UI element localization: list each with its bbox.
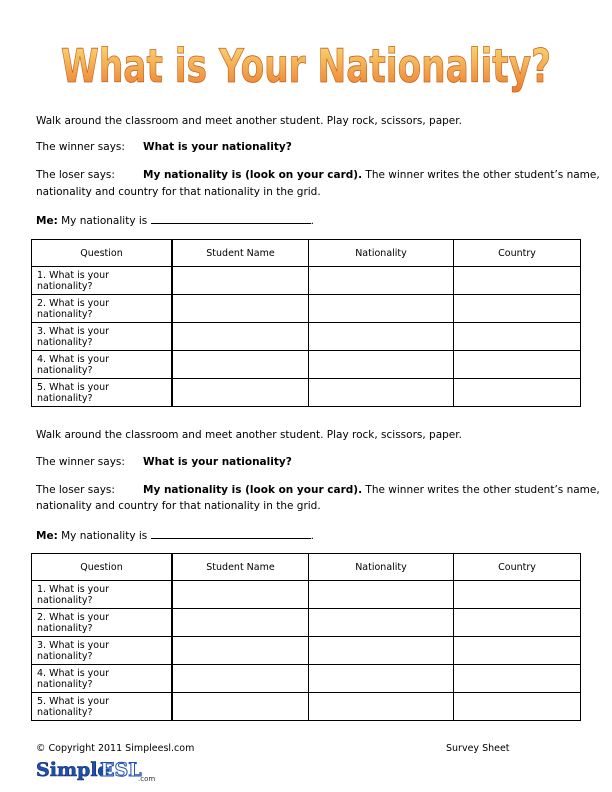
country-cell[interactable] bbox=[454, 581, 581, 609]
header-country: Country bbox=[454, 240, 581, 267]
me-line bbox=[36, 528, 314, 542]
student-name-cell[interactable] bbox=[172, 609, 309, 637]
question-cell: 1. What is your nationality? bbox=[32, 581, 173, 609]
student-name-cell[interactable] bbox=[172, 581, 309, 609]
me-end: . bbox=[310, 530, 314, 542]
question-cell: 2. What is your nationality? bbox=[32, 609, 173, 637]
loser-rest-2: nationality and country for that nationality in the grid. bbox=[36, 500, 321, 512]
country-cell[interactable] bbox=[454, 637, 581, 665]
country-cell[interactable] bbox=[454, 665, 581, 693]
nationality-cell[interactable] bbox=[309, 609, 454, 637]
winner-label: The winner says: bbox=[36, 456, 125, 468]
question-cell: 4. What is your nationality? bbox=[32, 351, 173, 379]
nationality-cell[interactable] bbox=[309, 693, 454, 721]
nationality-blank[interactable] bbox=[151, 528, 311, 539]
header-question: Question bbox=[32, 240, 173, 267]
me-text: My nationality is bbox=[57, 530, 151, 542]
table-row bbox=[32, 379, 581, 407]
winner-label: The winner says: bbox=[36, 141, 125, 153]
student-name-cell[interactable] bbox=[172, 379, 309, 407]
survey-sheet-label: Survey Sheet bbox=[446, 743, 510, 754]
country-cell[interactable] bbox=[454, 295, 581, 323]
logo-main: Simple bbox=[36, 759, 110, 781]
copyright-text: © Copyright 2011 Simpleesl.com bbox=[36, 743, 195, 754]
header-country: Country bbox=[454, 554, 581, 581]
winner-line bbox=[36, 456, 292, 468]
table-row bbox=[32, 323, 581, 351]
loser-phrase: My nationality is (look on your card). bbox=[143, 484, 363, 496]
student-name-cell[interactable] bbox=[172, 351, 309, 379]
table-row bbox=[32, 295, 581, 323]
header-student-name: Student Name bbox=[172, 554, 309, 581]
table-row bbox=[32, 581, 581, 609]
question-cell: 3. What is your nationality? bbox=[32, 637, 173, 665]
nationality-cell[interactable] bbox=[309, 581, 454, 609]
table-row bbox=[32, 693, 581, 721]
question-cell: 1. What is your nationality? bbox=[32, 267, 173, 295]
loser-line bbox=[36, 169, 600, 181]
survey-table-2 bbox=[31, 553, 581, 721]
country-cell[interactable] bbox=[454, 351, 581, 379]
question-cell: 3. What is your nationality? bbox=[32, 323, 173, 351]
table-header-row bbox=[32, 240, 581, 267]
me-end: . bbox=[310, 215, 314, 227]
nationality-cell[interactable] bbox=[309, 323, 454, 351]
nationality-cell[interactable] bbox=[309, 295, 454, 323]
student-name-cell[interactable] bbox=[172, 637, 309, 665]
nationality-cell[interactable] bbox=[309, 351, 454, 379]
table-row bbox=[32, 351, 581, 379]
header-question: Question bbox=[32, 554, 173, 581]
question-cell: 4. What is your nationality? bbox=[32, 665, 173, 693]
intro-text: Walk around the classroom and meet another student. Play rock, scissors, paper. bbox=[36, 429, 462, 441]
question-cell: 5. What is your nationality? bbox=[32, 379, 173, 407]
student-name-cell[interactable] bbox=[172, 295, 309, 323]
country-cell[interactable] bbox=[454, 379, 581, 407]
loser-label: The loser says: bbox=[36, 484, 115, 496]
question-cell: 5. What is your nationality? bbox=[32, 693, 173, 721]
table-row bbox=[32, 609, 581, 637]
winner-phrase: What is your nationality? bbox=[143, 141, 292, 153]
loser-line bbox=[36, 484, 600, 496]
loser-phrase: My nationality is (look on your card). bbox=[143, 169, 363, 181]
nationality-blank[interactable] bbox=[151, 213, 311, 224]
intro-text: Walk around the classroom and meet another student. Play rock, scissors, paper. bbox=[36, 115, 462, 127]
country-cell[interactable] bbox=[454, 609, 581, 637]
student-name-cell[interactable] bbox=[172, 665, 309, 693]
winner-phrase: What is your nationality? bbox=[143, 456, 292, 468]
loser-rest-2: nationality and country for that nationality in the grid. bbox=[36, 186, 321, 198]
header-student-name: Student Name bbox=[172, 240, 309, 267]
me-text: My nationality is bbox=[57, 215, 151, 227]
student-name-cell[interactable] bbox=[172, 267, 309, 295]
table-row bbox=[32, 665, 581, 693]
country-cell[interactable] bbox=[454, 693, 581, 721]
header-nationality: Nationality bbox=[309, 554, 454, 581]
me-label: Me: bbox=[36, 530, 58, 542]
table-row bbox=[32, 637, 581, 665]
nationality-cell[interactable] bbox=[309, 267, 454, 295]
nationality-cell[interactable] bbox=[309, 665, 454, 693]
survey-table-1 bbox=[31, 239, 581, 407]
country-cell[interactable] bbox=[454, 323, 581, 351]
winner-line bbox=[36, 141, 292, 153]
header-nationality: Nationality bbox=[309, 240, 454, 267]
question-cell: 2. What is your nationality? bbox=[32, 295, 173, 323]
simpleesl-logo bbox=[36, 757, 166, 783]
student-name-cell[interactable] bbox=[172, 693, 309, 721]
loser-label: The loser says: bbox=[36, 169, 115, 181]
nationality-cell[interactable] bbox=[309, 379, 454, 407]
logo-esl: ESL bbox=[100, 759, 142, 781]
loser-rest: The winner writes the other student’s name, bbox=[362, 484, 600, 496]
me-line bbox=[36, 213, 314, 227]
table-row bbox=[32, 267, 581, 295]
logo-domain: .com bbox=[138, 775, 156, 783]
page-title-text: What is Your Nationality? bbox=[61, 39, 551, 93]
country-cell[interactable] bbox=[454, 267, 581, 295]
table-header-row bbox=[32, 554, 581, 581]
page-title bbox=[0, 22, 612, 102]
loser-rest: The winner writes the other student’s name, bbox=[362, 169, 600, 181]
student-name-cell[interactable] bbox=[172, 323, 309, 351]
nationality-cell[interactable] bbox=[309, 637, 454, 665]
me-label: Me: bbox=[36, 215, 58, 227]
